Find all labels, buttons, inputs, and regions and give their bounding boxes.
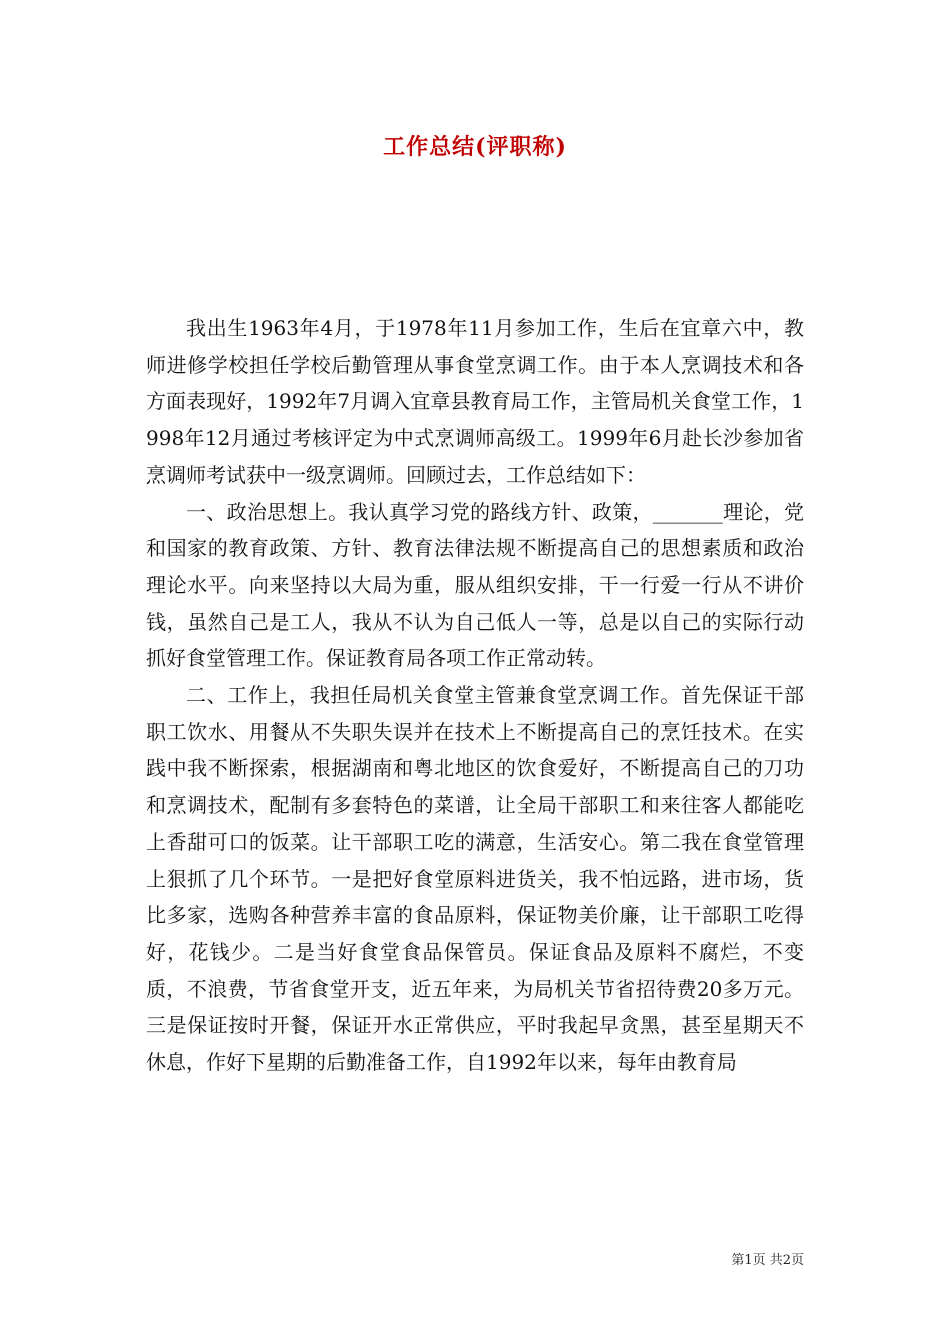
document-body (146, 310, 804, 1081)
page-number: 第1页 共2页 (731, 1253, 804, 1268)
paragraph-work: 二、工作上，我担任局机关食堂主管兼食堂烹调工作。首先保证干部职工饮水、用餐从不失职失误并在技术上不断提高自己的烹饪技术。在实践中我不断探索，根据湖南和粤北地区的饮食爱好，不断提高自己的刀功和烹调技术，配制有多套特色的菜谱，让全局干部职工和来往客人都能吃上香甜可口的饭菜。让干部职工吃的满意，生活安心。第二我在食堂管理上狠抓了几个环节。一是把好食堂原料进货关，我不怕远路，进市场，货比多家，选购各种营养丰富的食品原料，保证物美价廉，让干部职工吃得好，花钱少。二是当好食堂食品保管员。保证食品及原料不腐烂，不变质，不浪费，节省食堂开支，近五年来，为局机关节省招待费20多万元。三是保证按时开餐，保证开水正常供应，平时我起早贪黑，甚至星期天不休息，作好下星期的后勤准备工作，自1992年以来，每年由教育局 (146, 683, 804, 1075)
paragraph-intro: 我出生1963年4月，于1978年11月参加工作，生后在宜章六中，教师进修学校担任学校后勤管理从事食堂烹调工作。由于本人烹调技术和各方面表现好，1992年7月调入宜章县教育局工作，主管局机关食堂工作，1998年12月通过考核评定为中式烹调师高级工。1999年6月赴长沙参加省烹调师考试获中一级烹调师。回顾过去，工作总结如下： (146, 316, 804, 487)
page-title: 工作总结(评职称) (383, 134, 567, 160)
paragraph-political: 一、政治思想上。我认真学习党的路线方针、政策，_______理论，党和国家的教育政策、方针、教育法律法规不断提高自己的思想素质和政治理论水平。向来坚持以大局为重，服从组织安排，干一行爱一行从不讲价钱，虽然自己是工人，我从不认为自己低人一等，总是以自己的实际行动抓好食堂管理工作。保证教育局各项工作正常动转。 (146, 499, 804, 671)
